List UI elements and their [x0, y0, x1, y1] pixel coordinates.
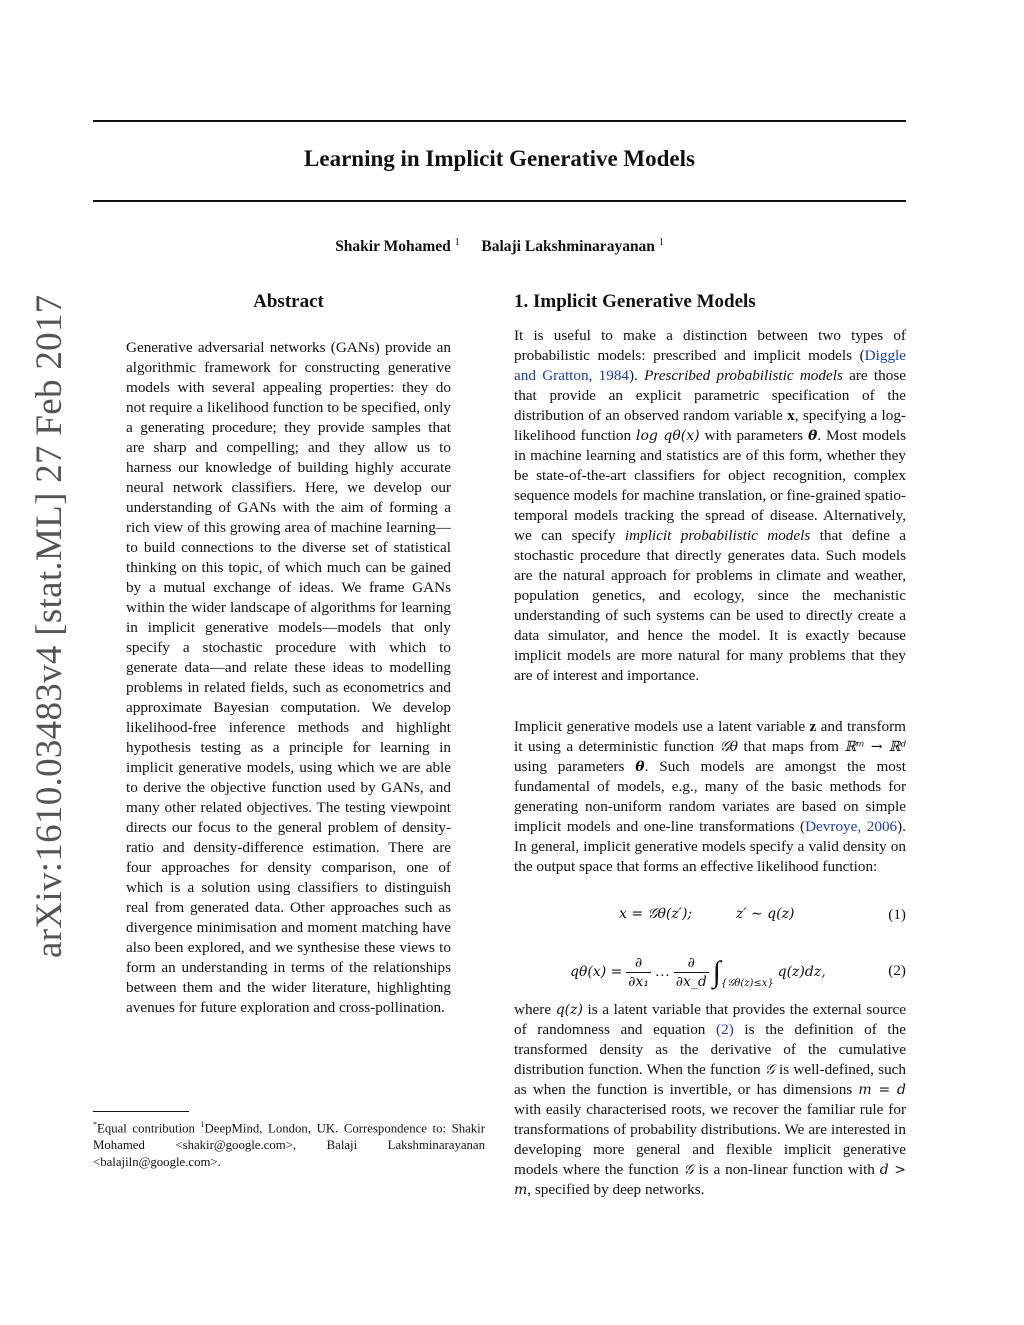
integral-sign: ∫: [712, 955, 721, 989]
abstract-heading: Abstract: [253, 291, 324, 312]
author-name: Balaji Lakshminarayanan: [481, 238, 655, 256]
partial-fraction: $\frac{\partial}{\text{∂x₁}}$: [628, 955, 649, 991]
math-x: x: [787, 407, 795, 424]
equation-1-rhs: z′ ∼ q(z): [736, 906, 795, 922]
arxiv-watermark: arXiv:1610.03483v4 [stat.ML] 27 Feb 2017: [29, 294, 70, 958]
equation-2: [514, 950, 906, 994]
equation-number: (1): [888, 906, 906, 923]
math-z: z: [809, 718, 817, 735]
partial-fraction: $\frac{\partial}{\partial x\_d}$: [675, 955, 707, 991]
math-m-equals-d: m = d: [858, 1082, 906, 1098]
math-qz: q(z): [555, 1002, 583, 1018]
footnote-rule: [93, 1111, 189, 1112]
emphasis: Prescribed probabilistic models: [644, 367, 843, 384]
title-bottom-rule: [93, 200, 906, 202]
equation-ref-link[interactable]: (2): [716, 1021, 734, 1038]
citation-link[interactable]: Devroye, 2006: [805, 818, 898, 835]
author-affiliation: 1: [658, 237, 664, 248]
title-top-rule: [93, 120, 906, 122]
math-d-gt-m: d > m: [514, 1162, 906, 1198]
equation-2-lhs: qθ(x) =: [570, 964, 623, 980]
author-affiliation: 1: [454, 237, 460, 248]
footnote-affil-mark: 1: [200, 1120, 205, 1129]
footnote-text: DeepMind, London, UK. Correspondence to: Shakir Mohamed <shakir@google.com>, Balaji Lakshminarayanan <balajiln@google.com>.: [93, 1121, 486, 1170]
section-paragraph-1: It is useful to make a distinction between two types of probabilistic models: prescribed and implicit models (Diggle and Gratton, 1984). Prescribed probabilistic models are those that provide an explicit parametric specification of the distribution of an observed random variable x, specifying a log-likelihood function log qθ(x) with parameters θ. Most models in machine learning and statistics are of this form, whether they be state-of-the-art classifiers for object recognition, complex sequence models for machine translation, or fine-grained spatio-temporal models tracking the spread of disease. Alternatively, we can specify implicit probabilistic models that define a stochastic procedure that directly generates data. Such models are the natural approach for problems in climate and weather, population genetics, and ecology, since the mechanistic understanding of such systems can be used to directly create a data simulator, and hence the model. It is exactly because implicit models are more natural for many problems that they are of interest and importance.: [514, 327, 906, 684]
math-loglik: log qθ(x): [636, 428, 700, 444]
footnote: [93, 1116, 485, 1171]
math-mapping: ℝᵐ → ℝᵈ: [844, 739, 907, 755]
equation-number: (2): [888, 962, 906, 979]
section-paragraph-2: Implicit generative models use a latent variable z and transform it using a deterministic function 𝒢θ that maps from ℝᵐ → ℝᵈ using parameters θ. Such models are amongst the most fundamental of models, e.g., many of the basic methods for generating non-uniform random variates are based on simple implicit models and one-line transformations (Devroye, 2006). In general, implicit generative models specify a valid density on the output space that forms an effective likelihood function:: [514, 718, 907, 875]
emphasis: implicit probabilistic models: [624, 527, 811, 544]
footnote-equal: Equal contribution: [97, 1121, 195, 1136]
paper-title: Learning in Implicit Generative Models: [304, 146, 695, 171]
math-G: 𝒢: [764, 1062, 775, 1078]
section-heading: 1. Implicit Generative Models: [514, 291, 756, 312]
integral-region: {𝒢θ(z)≤x}: [720, 978, 774, 989]
math-theta: θ: [807, 428, 818, 444]
citation-link[interactable]: Diggle and Gratton, 1984: [514, 347, 906, 384]
math-theta: θ: [635, 759, 645, 775]
integrand: q(z)dz,: [777, 964, 826, 980]
dots: …: [654, 963, 670, 980]
abstract-body: Generative adversarial networks (GANs) provide an algorithmic framework for constructing generative models with several appealing properties: they do not require a likelihood function to be specified, only a generating procedure; they provide samples that are sharp and compelling; and they allow us to harness our knowledge of building highly accurate neural network classifiers. Here, we develop our understanding of GANs with the aim of forming a rich view of this growing area of machine learning—to build connections to the diverse set of statistical thinking on this topic, of which much can be gained by a mutual exchange of ideas. We frame GANs within the wider landscape of algorithms for learning in implicit generative models—models that only specify a stochastic procedure with which to generate data—and relate these ideas to modelling problems in related fields, such as econometrics and approximate Bayesian computation. We develop likelihood-free inference methods and highlight hypothesis testing as a principle for learning in implicit generative models, using which we are able to derive the objective function used by GANs, and many other related objectives. The testing viewpoint directs our focus to the general problem of density-ratio and density-difference estimation. There are four approaches for density comparison, one of which is a solution using classifiers to distinguish real from generated data. Other approaches such as divergence minimisation and moment matching have also been explored, and we synthesise these views to form an understanding in terms of the relationships between them and the wider literature, highlighting avenues for future exploration and cross-pollination.: [126, 339, 451, 1016]
author-name: Shakir Mohamed: [335, 238, 451, 256]
footnote-star: *: [93, 1120, 97, 1129]
author-list: [93, 237, 906, 256]
equation-1-lhs: x = 𝒢θ(z′);: [619, 906, 693, 922]
math-G-theta: 𝒢θ: [719, 739, 739, 755]
section-paragraph-3: where q(z) is a latent variable that provides the external source of randomness and equation (2) is the definition of the transformed density as the derivative of the cumulative distribution function. When the function 𝒢 is well-defined, such as when the function is invertible, or has dimensions m = d with easily characterised roots, we recover the familiar rule for transformations of probability distributions. We are interested in developing more general and flexible implicit generative models where the function 𝒢 is a non-linear function with d > m, specified by deep networks.: [514, 1001, 906, 1198]
math-G: 𝒢: [683, 1162, 694, 1178]
